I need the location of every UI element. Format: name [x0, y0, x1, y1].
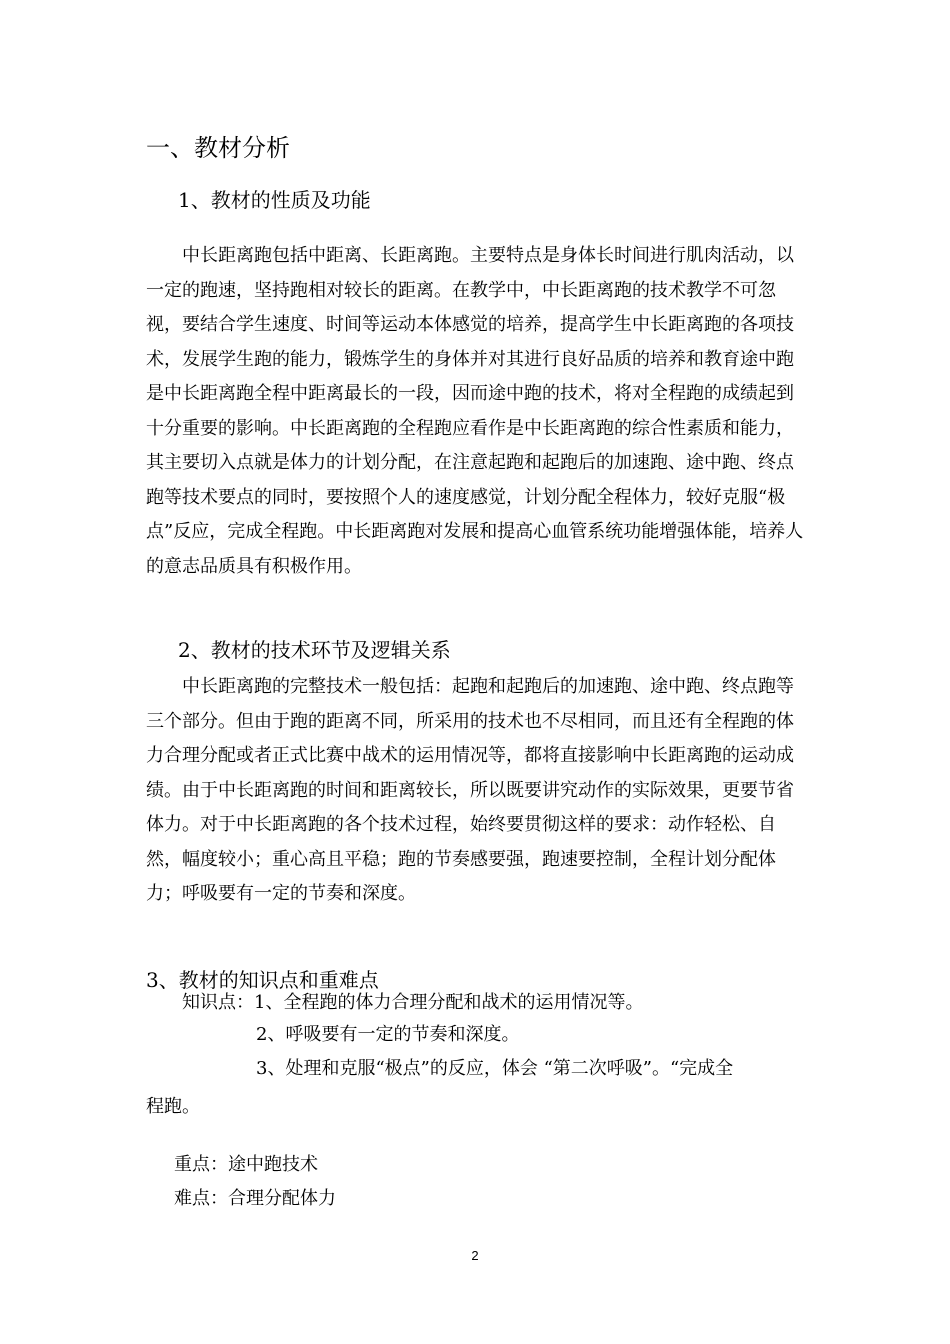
key-point: 重点：途中跑技术: [174, 1154, 318, 1175]
knowledge-point-3-continued: 程跑。: [146, 1096, 200, 1117]
subsection-heading-1: 1、教材的性质及功能: [178, 188, 371, 212]
knowledge-point-2: 2、呼吸要有一定的节奏和深度。: [256, 1024, 520, 1045]
section-heading: 一、教材分析: [146, 134, 290, 162]
difficulty-point: 难点：合理分配体力: [174, 1188, 336, 1209]
page-number: 2: [471, 1248, 479, 1263]
subsection-heading-3: 3、教材的知识点和重难点: [146, 968, 379, 992]
paragraph-technique-logic: 中长距离跑的完整技术一般包括：起跑和起跑后的加速跑、途中跑、终点跑等三个部分。但由于跑的距离不同，所采用的技术也不尽相同，而且还有全程跑的体力合理分配或者正式比赛中战术的运用情况等，都将直接影响中长距离跑的运动成绩。由于中长距离跑的时间和距离较长，所以既要讲究动作的实际效果，更要节省体力。对于中长距离跑的各个技术过程，始终要贯彻这样的要求：动作轻松、自然，幅度较小；重心高且平稳；跑的节奏感要强，跑速要控制，全程计划分配体力；呼吸要有一定的节奏和深度。: [146, 676, 794, 904]
subsection-heading-2: 2、教材的技术环节及逻辑关系: [178, 638, 451, 662]
knowledge-point-1: 知识点：1、全程跑的体力合理分配和战术的运用情况等。: [182, 992, 644, 1013]
knowledge-point-3: 3、处理和克服“极点”的反应，体会 “第二次呼吸”。“完成全: [256, 1058, 734, 1079]
paragraph-nature-function: 中长距离跑包括中距离、长距离跑。主要特点是身体长时间进行肌肉活动，以一定的跑速，坚持跑相对较长的距离。在教学中，中长距离跑的技术教学不可忽视，要结合学生速度、时间等运动本体感觉的培养，提高学生中长距离跑的各项技术，发展学生跑的能力，锻炼学生的身体并对其进行良好品质的培养和教育途中跑是中长距离跑全程中距离最长的一段，因而途中跑的技术，将对全程跑的成绩起到十分重要的影响。中长距离跑的全程跑应看作是中长距离跑的综合性素质和能力，其主要切入点就是体力的计划分配，在注意起跑和起跑后的加速跑、途中跑、终点跑等技术要点的同时，要按照个人的速度感觉，计划分配全程体力，较好克服“极点”反应，完成全程跑。中长距离跑对发展和提高心血管系统功能增强体能，培养人的意志品质具有积极作用。: [146, 245, 804, 577]
